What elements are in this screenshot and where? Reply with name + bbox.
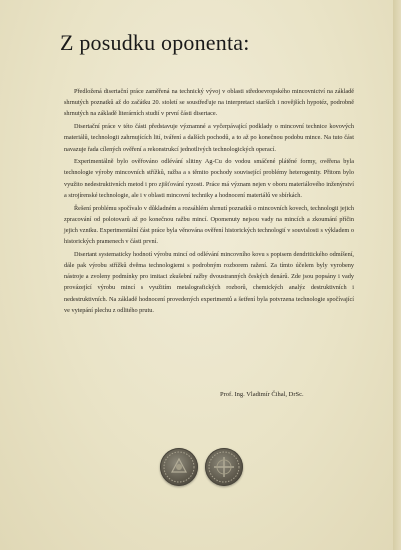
paragraph: Experimentálně bylo ověřováno odlévání slitiny Ag-Cu do vodou smáčené plátěné formy, ověřena byla technologie výroby mincovních střížků, ražba a s těmito pochody související problémy heterogenity. Přitom bylo využito nedestruktivních metod i pro zjišťování ryzosti. Práce má význam nejen v oboru materiálového inženýrství a strojírenské technologie, ale i v oblasti mincovní techniky a hodnocení materiálů ve sbírkách. — [64, 158, 354, 199]
reviewer-signature: Prof. Ing. Vladimír Čihal, DrSc. — [220, 391, 304, 398]
paragraph: Řešení problému spočívalo v důkladném a rozsáhlém shrnutí poznatků o mincovních kovech, technologii jejich zpracování od polotovarů až po konečnou ražbu mincí. Opomenuty nejsou vady na mincích a zkoumání příčin jejich vzniku. Experimentální část práce byla věnována ověření historických technologií v souvislosti s výkladem o historických pramenech v části první. — [64, 204, 354, 246]
paragraph: Disertant systematicky hodnotí výrobu mincí od odlévání mincovního kovu s popisem dendritického odmíšení, dále pak výrobu střížků dvěma technologiemi s podrobným rozborem ražení. Za tímto účelem byly vyrobeny nástroje a zvoleny podmínky pro imitaci zkušební ražby dvoustranných českých denárů. Zde jsou popsány i vady provázející výrobu mincí s využitím metalografických rozborů, chemických analýz destruktivních i nedestruktivních. Na základě hodnocení provedených experimentů a šetření byla potvrzena technologie spočívající ve vytepání plechu z odlitého prutu. — [64, 250, 354, 314]
review-text — [64, 86, 354, 318]
coin-reverse-image — [205, 448, 243, 486]
cover-edge — [393, 0, 401, 550]
paragraph: Disertační práce v této části představuje významné a vyčerpávající podklady o mincovní technice kovových materiálů, technologii zahrnujících lití, tváření a dalších pochodů, a to až po konečnou podobu mince. Na tuto část navazuje řada cílených ověření a rekonstrukcí jednotlivých technologických operací. — [64, 123, 354, 153]
page-title: Z posudku oponenta: — [60, 30, 250, 55]
paragraph: Předložená disertační práce zaměřená na technický vývoj v oblasti středoevropského mincovnictví na základě shrnutých poznatků až do začátku 20. století se soustřeďuje na interpretaci starších i novějších hypotéz, podrobně shrnutých na základě literárních studií v první části disertace. — [64, 88, 354, 118]
coin-obverse-image — [160, 448, 198, 486]
